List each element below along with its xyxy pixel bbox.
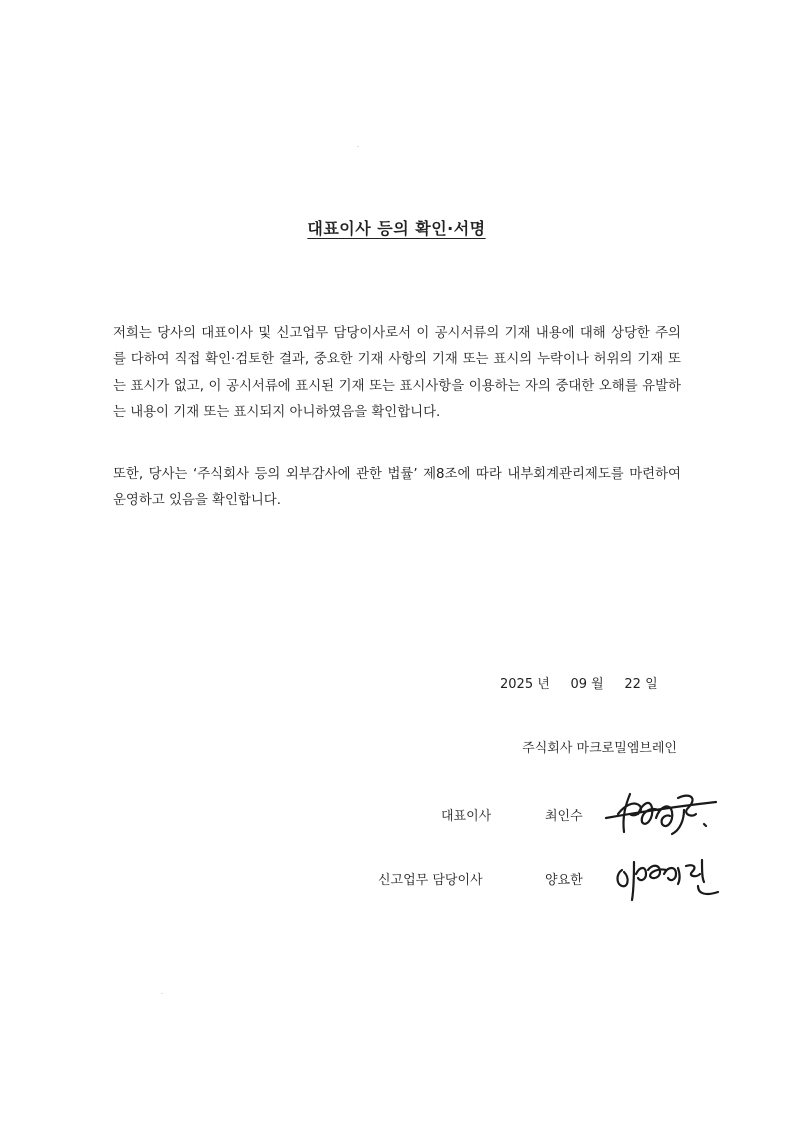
- reporting-director-role: 신고업무 담당이사: [378, 873, 483, 888]
- document-title-text: 대표이사 등의 확인·서명: [307, 219, 486, 238]
- date-year: 2025: [500, 677, 534, 692]
- ceo-role: 대표이사: [441, 809, 492, 824]
- reporting-director-name: 양요한: [545, 873, 583, 888]
- scan-speck: [357, 146, 359, 147]
- internal-control-paragraph: 또한, 당사는 ‘주식회사 등의 외부감사에 관한 법률’ 제8조에 따라 내부회계관리제도를 마련하여 운영하고 있음을 확인합니다.: [113, 467, 681, 509]
- ceo-name: 최인수: [545, 809, 583, 824]
- confirmation-paragraph: 저희는 당사의 대표이사 및 신고업무 담당이사로서 이 공시서류의 기재 내용에 대해 상당한 주의를 다하여 직접 확인·검토한 결과, 중요한 기재 사항의 기재 또는 표시의 누락이나 허위의 기재 또는 표시가 없고, 이 공시서류에 표시된 기재 또는 표시사항을 이용하는 자의 중대한 오해를 유발하는 내용이 기재 또는 표시되지 아니하였음을 확인합니다.: [113, 326, 681, 421]
- company-name: 주식회사 마크로밀엠브레인: [522, 741, 677, 756]
- date-day-unit: 일: [645, 677, 658, 692]
- scan-speck: [161, 993, 163, 994]
- document-title: [0, 216, 793, 239]
- date-month-unit: 월: [591, 677, 604, 692]
- date-year-unit: 년: [537, 677, 550, 692]
- date-month: 09: [570, 677, 588, 692]
- ceo-signature: [600, 784, 720, 844]
- signing-date: [500, 673, 658, 692]
- date-day: 22: [624, 677, 641, 692]
- reporting-director-signature: [612, 852, 722, 902]
